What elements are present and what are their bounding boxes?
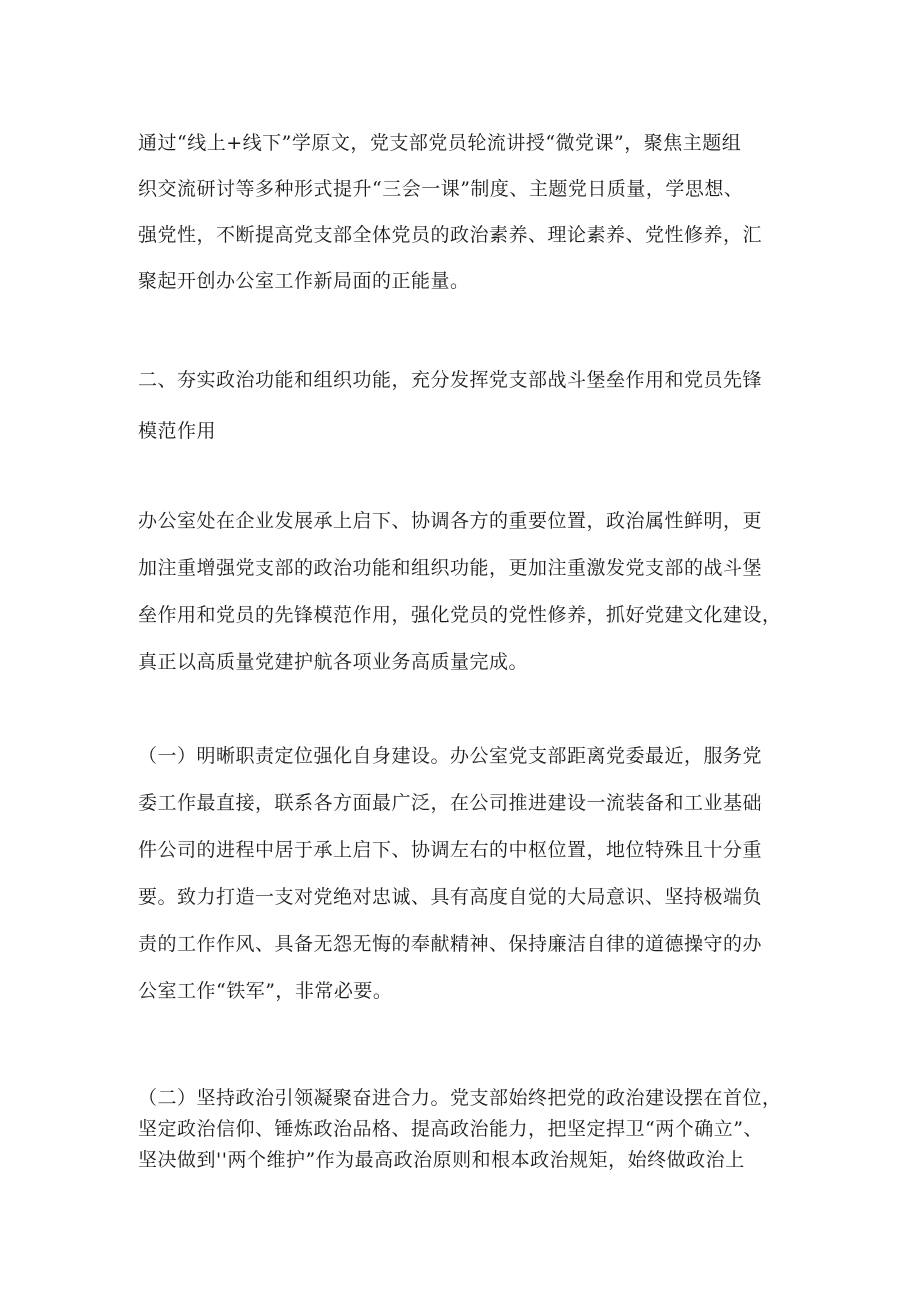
text-line: （二）坚持政治引领凝聚奋进合力。党支部始终把党的政治建设摆在首位，: [138, 1087, 782, 1109]
section-heading-two: [138, 355, 798, 457]
text-line: 坚定政治信仰、锤炼政治品格、提高政治能力，把坚定捍卫“两个确立”、: [138, 1118, 763, 1140]
heading-line: 二、夯实政治功能和组织功能，充分发挥党支部战斗堡垒作用和党员先锋: [138, 369, 763, 391]
text-line: 件公司的进程中居于承上启下、协调左右的中枢位置，地位特殊且十分重: [138, 839, 763, 861]
text-line: （一）明晰职责定位强化自身建设。办公室党支部距离党委最近，服务党: [138, 745, 763, 767]
paragraph-subsection-one: [138, 733, 798, 1015]
text-line: 办公室处在企业发展承上启下、协调各方的重要位置，政治属性鲜明，更: [138, 510, 763, 532]
text-line: 委工作最直接，联系各方面最广泛，在公司推进建设一流装备和工业基础: [138, 792, 763, 814]
paragraph-study-activities: [138, 120, 798, 304]
heading-line: 模范作用: [138, 420, 217, 442]
paragraph-subsection-two: [138, 1083, 798, 1176]
text-line: 要。致力打造一支对党绝对忠诚、具有高度自觉的大局意识、坚持极端负: [138, 886, 763, 908]
text-line: 垒作用和党员的先锋模范作用，强化党员的党性修养，抓好党建文化建设，: [138, 604, 782, 626]
text-line: 聚起开创办公室工作新局面的正能量。: [138, 270, 470, 292]
text-line: 坚决做到''两个维护”作为最高政治原则和根本政治规矩，始终做政治上: [138, 1149, 745, 1171]
text-line: 公室工作“铁军”，非常必要。: [138, 980, 393, 1002]
text-line: 通过“线上+线下”学原文，党支部党员轮流讲授“微党课”，聚焦主题组: [138, 132, 742, 154]
text-line: 加注重增强党支部的政治功能和组织功能，更加注重激发党支部的战斗堡: [138, 557, 763, 579]
text-line: 责的工作作风、具备无怨无悔的奉献精神、保持廉洁自律的道德操守的办: [138, 933, 763, 955]
text-line: 强党性，不断提高党支部全体党员的政治素养、理论素养、党性修养，汇: [138, 224, 763, 246]
text-line: 真正以高质量党建护航各项业务高质量完成。: [138, 651, 529, 673]
paragraph-office-position: [138, 498, 798, 686]
text-line: 织交流研讨等多种形式提升“三会一课”制度、主题党日质量，学思想、: [138, 178, 744, 200]
